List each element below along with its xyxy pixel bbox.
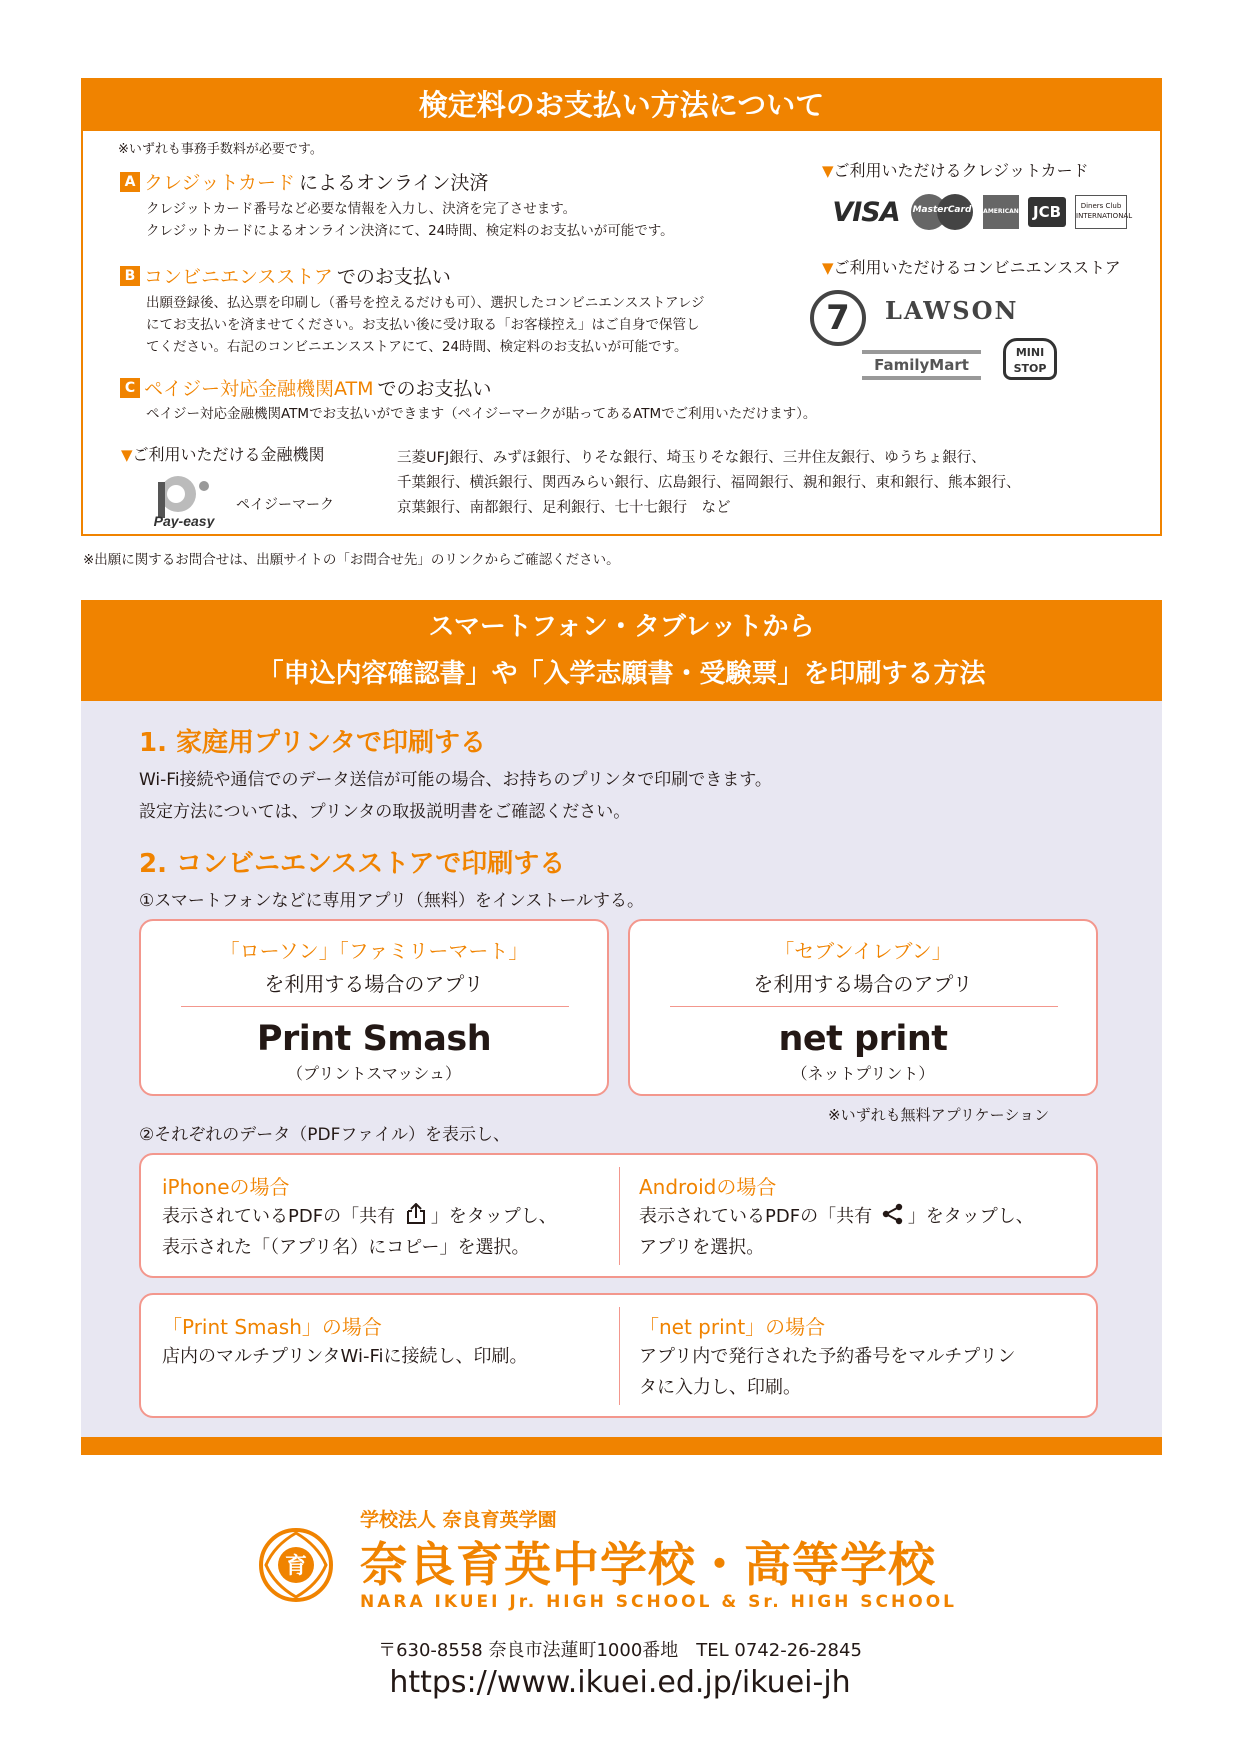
school-url-link[interactable]: https://www.ikuei.ed.jp/ikuei-jh bbox=[389, 1665, 851, 1700]
school-corp: 学校法人 奈良育英学園 bbox=[360, 1509, 557, 1531]
banks-line: 三菱UFJ銀行、みずほ銀行、りそな銀行、埼玉りそな銀行、三井住友銀行、ゆうちょ銀行、 bbox=[397, 450, 986, 466]
iphone-title: iPhoneの場合 bbox=[162, 1175, 290, 1199]
android-title: Androidの場合 bbox=[639, 1175, 777, 1199]
method-a-line: クレジットカードによるオンライン決済にて、24時間、検定料のお支払いが可能です。 bbox=[146, 223, 674, 239]
credit-card-label-text: ご利用いただけるクレジットカード bbox=[833, 161, 1089, 180]
lawson-logo: LAWSON bbox=[885, 296, 1019, 325]
school-address: 〒630-8558 奈良市法蓮町1000番地 TEL 0742-26-2845 bbox=[378, 1640, 862, 1661]
app-use: を利用する場合のアプリ bbox=[264, 972, 484, 996]
step2-text: ②それぞれのデータ（PDFファイル）を表示し、 bbox=[139, 1125, 511, 1145]
fee-note: ※いずれも事務手数料が必要です。 bbox=[118, 142, 323, 157]
method-c-rest: でのお支払い bbox=[377, 378, 492, 400]
home-printer-line: 設定方法については、プリンタの取扱説明書をご確認ください。 bbox=[139, 802, 631, 822]
bank-label-text: ご利用いただける金融機関 bbox=[132, 445, 325, 464]
jcb-logo bbox=[1027, 195, 1067, 229]
print-title-line2: 「申込内容確認書」や「入学志願書・受験票」を印刷する方法 bbox=[257, 659, 986, 689]
method-a-highlight: クレジットカード bbox=[144, 172, 295, 194]
cvs-label-text: ご利用いただけるコンビニエンスストア bbox=[833, 258, 1121, 277]
print-title bbox=[81, 600, 1162, 701]
credit-card-label bbox=[822, 158, 1089, 181]
cvs-printer-heading: 2. コンビニエンスストアで印刷する bbox=[139, 849, 566, 879]
diners-logo bbox=[1074, 195, 1133, 229]
letter-a-badge: A bbox=[120, 172, 140, 192]
print-section-footer-bar bbox=[81, 1437, 1162, 1455]
school-name: 奈良育英中学校・高等学校 bbox=[360, 1538, 936, 1593]
contact-note: ※出願に関するお問合せは、出願サイトの「お問合せ先」のリンクからご確認ください。 bbox=[83, 552, 620, 568]
method-b-line: 出願登録後、払込票を印刷し（番号を控えるだけも可）、選択したコンビニエンスストアレジ bbox=[146, 295, 705, 311]
ios-share-icon bbox=[403, 1203, 429, 1225]
app-name: Print Smash bbox=[256, 1019, 492, 1059]
app-name: net print bbox=[778, 1019, 948, 1059]
iphone-line1-post: 」をタップし、 bbox=[430, 1206, 557, 1227]
android-line2: アプリを選択。 bbox=[639, 1237, 765, 1258]
iphone-line1-pre: 表示されているPDFの「共有 bbox=[162, 1206, 396, 1227]
netprint-case-line: タに入力し、印刷。 bbox=[639, 1377, 801, 1398]
method-b-title bbox=[120, 262, 451, 289]
app-stores: 「ローソン」「ファミリーマート」 bbox=[219, 939, 529, 963]
device-instructions-box bbox=[139, 1153, 1098, 1278]
visa-logo bbox=[827, 195, 905, 229]
jcb-text: JCB bbox=[1028, 197, 1066, 227]
android-line1-post: 」をタップし、 bbox=[907, 1206, 1034, 1227]
triangle-down-icon: ▼ bbox=[822, 259, 834, 277]
method-c-line: ペイジー対応金融機関ATMでお支払いができます（ペイジーマークが貼ってあるATMでご利用いただけます）。 bbox=[146, 406, 817, 422]
diners-text: Diners Club INTERNATIONAL bbox=[1075, 195, 1127, 229]
triangle-down-icon: ▼ bbox=[822, 162, 834, 180]
payeasy-logo bbox=[146, 472, 222, 528]
familymart-logo: FamilyMart bbox=[862, 350, 981, 380]
app-box-netprint bbox=[628, 919, 1098, 1096]
home-printer-heading: 1. 家庭用プリンタで印刷する bbox=[139, 728, 486, 758]
app-box-printsmash bbox=[139, 919, 609, 1096]
iphone-instructions bbox=[162, 1201, 557, 1263]
method-b-line: てください。右記のコンビニエンスストアにて、24時間、検定料のお支払いが可能です。 bbox=[146, 339, 688, 355]
payment-title: 検定料のお支払い方法について bbox=[83, 80, 1160, 131]
amex-text: AMERICAN EXPRESS bbox=[983, 195, 1019, 229]
banks-line: 京葉銀行、南都銀行、足利銀行、七十七銀行 など bbox=[397, 500, 731, 516]
method-c-body bbox=[146, 403, 816, 425]
netprint-case-line: アプリ内で発行された予約番号をマルチプリン bbox=[639, 1346, 1016, 1367]
method-a-title bbox=[120, 168, 488, 195]
netprint-case-title: 「net print」の場合 bbox=[639, 1315, 826, 1339]
android-share-icon bbox=[880, 1203, 906, 1225]
app-stores: 「セブンイレブン」 bbox=[774, 939, 952, 963]
banks-list bbox=[397, 446, 1021, 521]
bank-label bbox=[121, 442, 325, 465]
app-kana: （ネットプリント） bbox=[791, 1064, 935, 1083]
mastercard-text: MasterCard bbox=[912, 205, 972, 215]
free-app-note: ※いずれも無料アプリケーション bbox=[828, 1106, 1050, 1124]
method-b-body bbox=[146, 292, 705, 358]
print-title-line1: スマートフォン・タブレットから bbox=[428, 612, 815, 642]
printsmash-case-line: 店内のマルチプリンタWi-Fiに接続し、印刷。 bbox=[162, 1346, 528, 1367]
method-b-highlight: コンビニエンスストア bbox=[144, 266, 333, 288]
android-line1-pre: 表示されているPDFの「共有 bbox=[639, 1206, 873, 1227]
school-crest-logo bbox=[258, 1527, 334, 1603]
triangle-down-icon: ▼ bbox=[121, 446, 133, 464]
ministop-logo: MINI STOP bbox=[1003, 338, 1057, 380]
crest-char: 育 bbox=[284, 1554, 308, 1579]
mastercard-logo bbox=[910, 195, 974, 229]
visa-text: VISA bbox=[832, 196, 900, 228]
method-b-line: にてお支払いを済ませてください。お支払い後に受け取る「お客様控え」はご自身で保管し bbox=[146, 317, 700, 333]
method-b-rest: でのお支払い bbox=[336, 266, 451, 288]
cvs-label bbox=[822, 255, 1121, 278]
payeasy-mark-label: ペイジーマーク bbox=[236, 497, 334, 513]
method-a-body bbox=[146, 198, 674, 242]
payeasy-text: Pay-easy bbox=[153, 513, 215, 528]
printsmash-case-title: 「Print Smash」の場合 bbox=[162, 1315, 382, 1339]
android-instructions bbox=[639, 1201, 1034, 1263]
method-c-title bbox=[120, 374, 492, 401]
app-kana: （プリントスマッシュ） bbox=[287, 1064, 461, 1083]
iphone-line2: 表示された「（アプリ名）にコピー」を選択。 bbox=[162, 1237, 530, 1258]
method-a-line: クレジットカード番号など必要な情報を入力し、決済を完了させます。 bbox=[146, 201, 577, 217]
app-usage-box bbox=[139, 1293, 1098, 1418]
school-name-en: NARA IKUEI Jr. HIGH SCHOOL & Sr. HIGH SCHOOL bbox=[360, 1592, 957, 1612]
method-c-highlight: ペイジー対応金融機関ATM bbox=[144, 378, 374, 400]
app-use: を利用する場合のアプリ bbox=[753, 972, 973, 996]
method-a-rest: によるオンライン決済 bbox=[298, 172, 489, 194]
letter-b-badge: B bbox=[120, 266, 140, 286]
seven-eleven-logo: 7 bbox=[810, 290, 866, 346]
amex-logo bbox=[982, 195, 1020, 249]
banks-line: 千葉銀行、横浜銀行、関西みらい銀行、広島銀行、福岡銀行、親和銀行、東和銀行、熊本銀行、 bbox=[397, 475, 1021, 491]
home-printer-line: Wi-Fi接続や通信でのデータ送信が可能の場合、お持ちのプリンタで印刷できます。 bbox=[139, 770, 772, 790]
netprint-case-body bbox=[639, 1341, 1016, 1403]
step1-text: ①スマートフォンなどに専用アプリ（無料）をインストールする。 bbox=[139, 891, 645, 911]
letter-c-badge: C bbox=[120, 378, 140, 398]
